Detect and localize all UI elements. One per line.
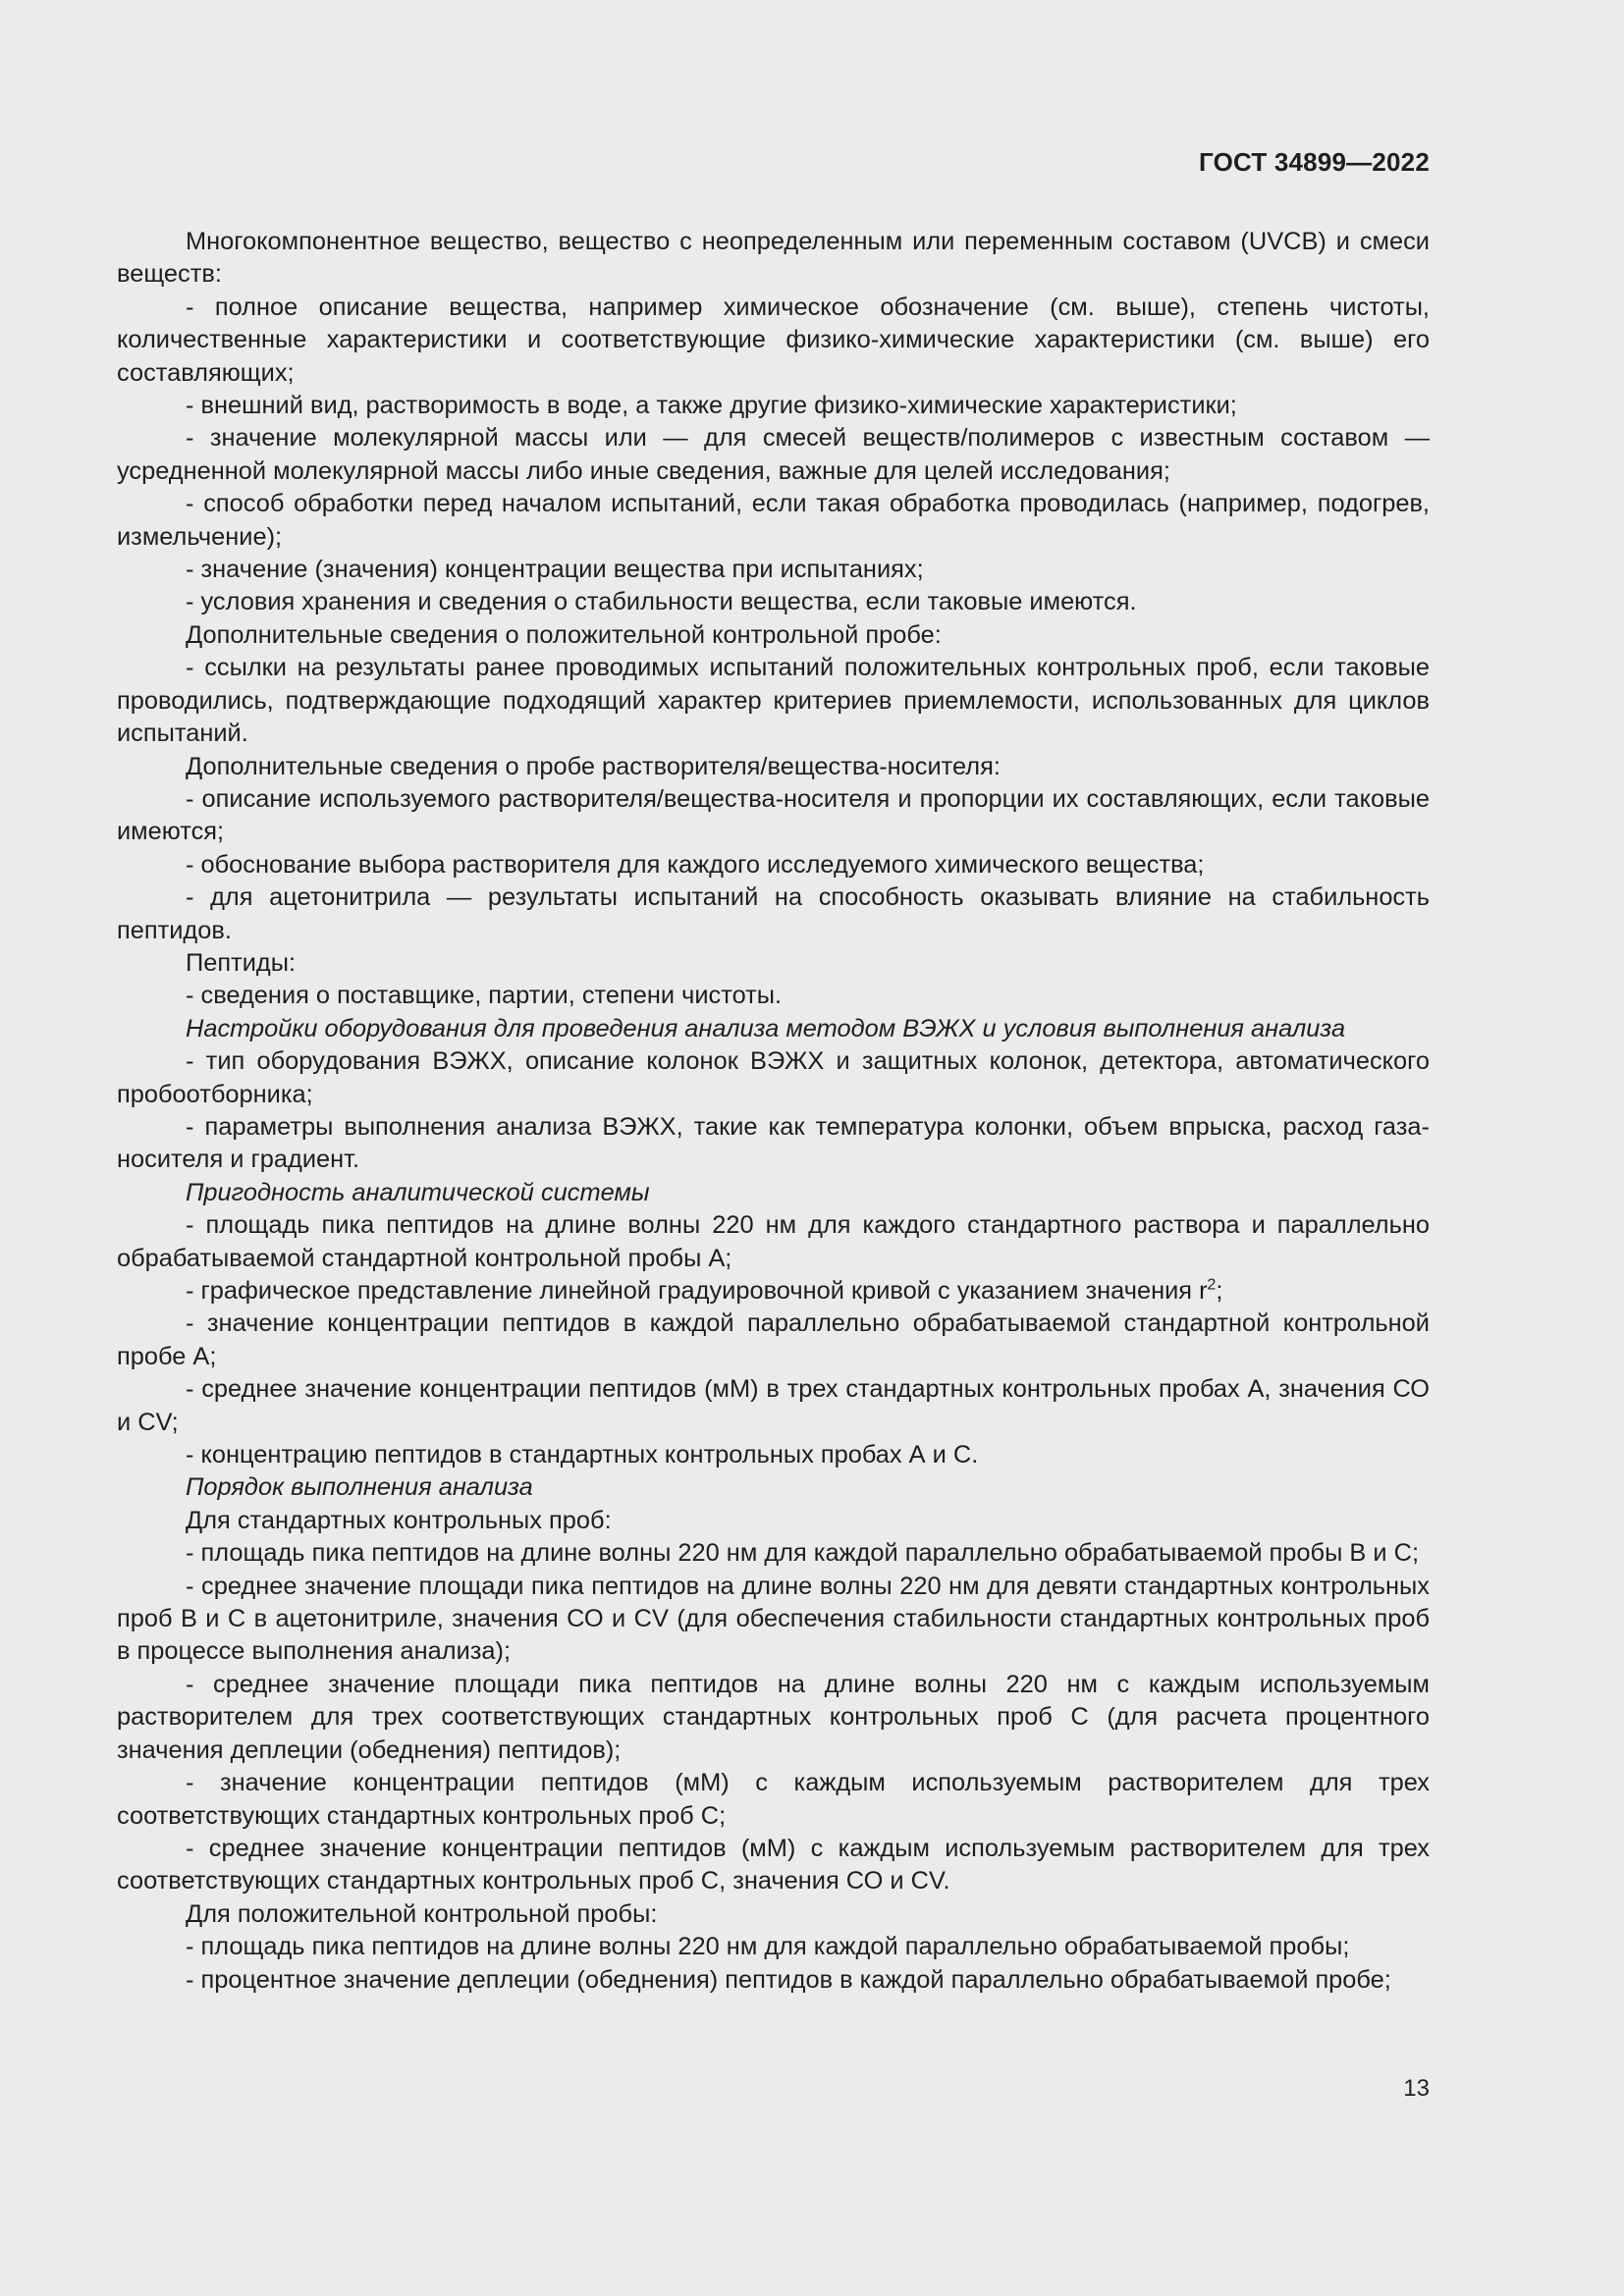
paragraph-text: - внешний вид, растворимость в воде, а также другие физико-химические характеристики;: [186, 392, 1237, 420]
paragraph-text: - графическое представление линейной градуировочной кривой с указанием значения r: [186, 1277, 1208, 1305]
paragraph: [117, 1373, 1430, 1439]
paragraph-text: - параметры выполнения анализа ВЭЖХ, такие как температура колонки, объем впрыска, расход газа-носителя и градиент.: [117, 1112, 1430, 1174]
paragraph-text: Пептиды:: [186, 948, 297, 977]
paragraph-text: Дополнительные сведения о положительной контрольной пробе:: [186, 620, 942, 649]
paragraph: [117, 1537, 1430, 1570]
paragraph: [117, 1045, 1430, 1111]
paragraph: [117, 586, 1430, 618]
paragraph-text: - значение концентрации пептидов (мМ) с каждым используемым растворителем для трех соответствующих стандартных контрольных проб С;: [117, 1769, 1430, 1830]
paragraph-text: - площадь пика пептидов на длине волны 220 нм для каждой параллельно обрабатываемой пробы;: [186, 1933, 1350, 1961]
paragraph-text: Пригодность аналитической системы: [186, 1178, 650, 1206]
paragraph: [117, 1505, 1430, 1537]
paragraph: [117, 1439, 1430, 1471]
paragraph-text: - среднее значение концентрации пептидов (мМ) с каждым используемым растворителем для трех соответствующих стандартных контрольных проб С, значения СО и CV.: [117, 1834, 1430, 1896]
paragraph: [117, 1177, 1430, 1209]
paragraph-text: - тип оборудования ВЭЖХ, описание колонок ВЭЖХ и защитных колонок, детектора, автоматического пробоотборника;: [117, 1047, 1430, 1108]
paragraph: [117, 619, 1430, 652]
paragraph-text: - условия хранения и сведения о стабильности вещества, если таковые имеются.: [186, 588, 1137, 616]
paragraph-text-end: ;: [1216, 1277, 1223, 1305]
paragraph-text: - описание используемого растворителя/вещества-носителя и пропорции их составляющих, если таковые имеются;: [117, 784, 1430, 846]
paragraph: [117, 1471, 1430, 1504]
paragraph-text: - среднее значение площади пика пептидов на длине волны 220 нм с каждым используемым растворителем для трех соответствующих стандартных контрольных проб С (для расчета процентного значения деплеции (обеднения) пептидов);: [117, 1670, 1430, 1764]
paragraph: [117, 390, 1430, 422]
document-standard-id: ГОСТ 34899—2022: [1199, 147, 1430, 177]
paragraph-text: - площадь пика пептидов на длине волны 220 нм для каждой параллельно обрабатываемой пробы В и С;: [186, 1539, 1420, 1568]
paragraph: [117, 849, 1430, 881]
paragraph: [117, 947, 1430, 980]
paragraph-text: - концентрацию пептидов в стандартных контрольных пробах А и С.: [186, 1441, 979, 1469]
paragraph-text: - процентное значение деплеции (обеднения) пептидов в каждой параллельно обрабатываемой пробе;: [186, 1965, 1391, 1994]
paragraph-text: Дополнительные сведения о пробе растворителя/вещества-носителя:: [186, 752, 1001, 780]
paragraph: [117, 1669, 1430, 1767]
document-body: [117, 226, 1430, 1997]
paragraph-text: - для ацетонитрила — результаты испытаний на способность оказывать влияние на стабильность пептидов.: [117, 883, 1430, 944]
paragraph: [117, 292, 1430, 390]
paragraph: [117, 1013, 1430, 1045]
paragraph: [117, 881, 1430, 947]
paragraph: [117, 1898, 1430, 1931]
paragraph: [117, 1308, 1430, 1373]
paragraph-text: - среднее значение площади пика пептидов на длине волны 220 нм для девяти стандартных контрольных проб В и С в ацетонитриле, значения СО и CV (для обеспечения стабильности стандартных контрольных проб в процессе выполнения анализа);: [117, 1572, 1430, 1666]
paragraph: [117, 488, 1430, 554]
paragraph: [117, 652, 1430, 750]
paragraph-text: Для положительной контрольной пробы:: [186, 1899, 658, 1928]
paragraph-text: - ссылки на результаты ранее проводимых испытаний положительных контрольных проб, если таковые проводились, подтверждающие подходящий характер критериев приемлемости, использованных для циклов испытаний.: [117, 654, 1430, 748]
paragraph-text: - способ обработки перед началом испытаний, если такая обработка проводилась (например, подогрев, измельчение);: [117, 490, 1430, 551]
paragraph-text: - значение (значения) концентрации вещества при испытаниях;: [186, 556, 924, 584]
paragraph: [117, 1767, 1430, 1833]
paragraph: [117, 226, 1430, 292]
paragraph: [117, 422, 1430, 488]
paragraph-text: - сведения о поставщике, партии, степени чистоты.: [186, 982, 783, 1010]
paragraph: [117, 554, 1430, 586]
paragraph-text: Настройки оборудования для проведения анализа методом ВЭЖХ и условия выполнения анализа: [186, 1014, 1346, 1042]
paragraph-text: - значение концентрации пептидов в каждой параллельно обрабатываемой стандартной контрольной пробе А;: [117, 1309, 1430, 1370]
paragraph-text: - значение молекулярной массы или — для смесей веществ/полимеров с известным составом — усредненной молекулярной массы либо иные сведения, важные для целей исследования;: [117, 424, 1430, 485]
paragraph-text: Многокомпонентное вещество, вещество с неопределенным или переменным составом (UVCB) и смеси веществ:: [117, 228, 1430, 289]
paragraph: [117, 783, 1430, 849]
paragraph: [117, 1833, 1430, 1898]
page-number: 13: [1403, 2075, 1430, 2102]
paragraph-text: Для стандартных контрольных проб:: [186, 1506, 612, 1534]
paragraph: [117, 1275, 1430, 1308]
paragraph-text: - обоснование выбора растворителя для каждого исследуемого химического вещества;: [186, 850, 1205, 879]
paragraph: [117, 1964, 1430, 1997]
paragraph: [117, 1571, 1430, 1669]
paragraph-text: - среднее значение концентрации пептидов (мМ) в трех стандартных контрольных пробах А, значения СО и CV;: [117, 1375, 1430, 1436]
superscript: 2: [1207, 1276, 1217, 1294]
paragraph: [117, 1209, 1430, 1275]
paragraph-text: - полное описание вещества, например химическое обозначение (см. выше), степень чистоты, количественные характеристики и соответствующие физико-химические характеристики (см. выше) его составляющих;: [117, 293, 1430, 387]
paragraph-text: - площадь пика пептидов на длине волны 220 нм для каждого стандартного раствора и параллельно обрабатываемой стандартной контрольной пробы А;: [117, 1211, 1430, 1272]
paragraph: [117, 1111, 1430, 1177]
paragraph-text: Порядок выполнения анализа: [186, 1473, 533, 1502]
paragraph: [117, 1931, 1430, 1963]
paragraph: [117, 980, 1430, 1012]
paragraph: [117, 751, 1430, 783]
